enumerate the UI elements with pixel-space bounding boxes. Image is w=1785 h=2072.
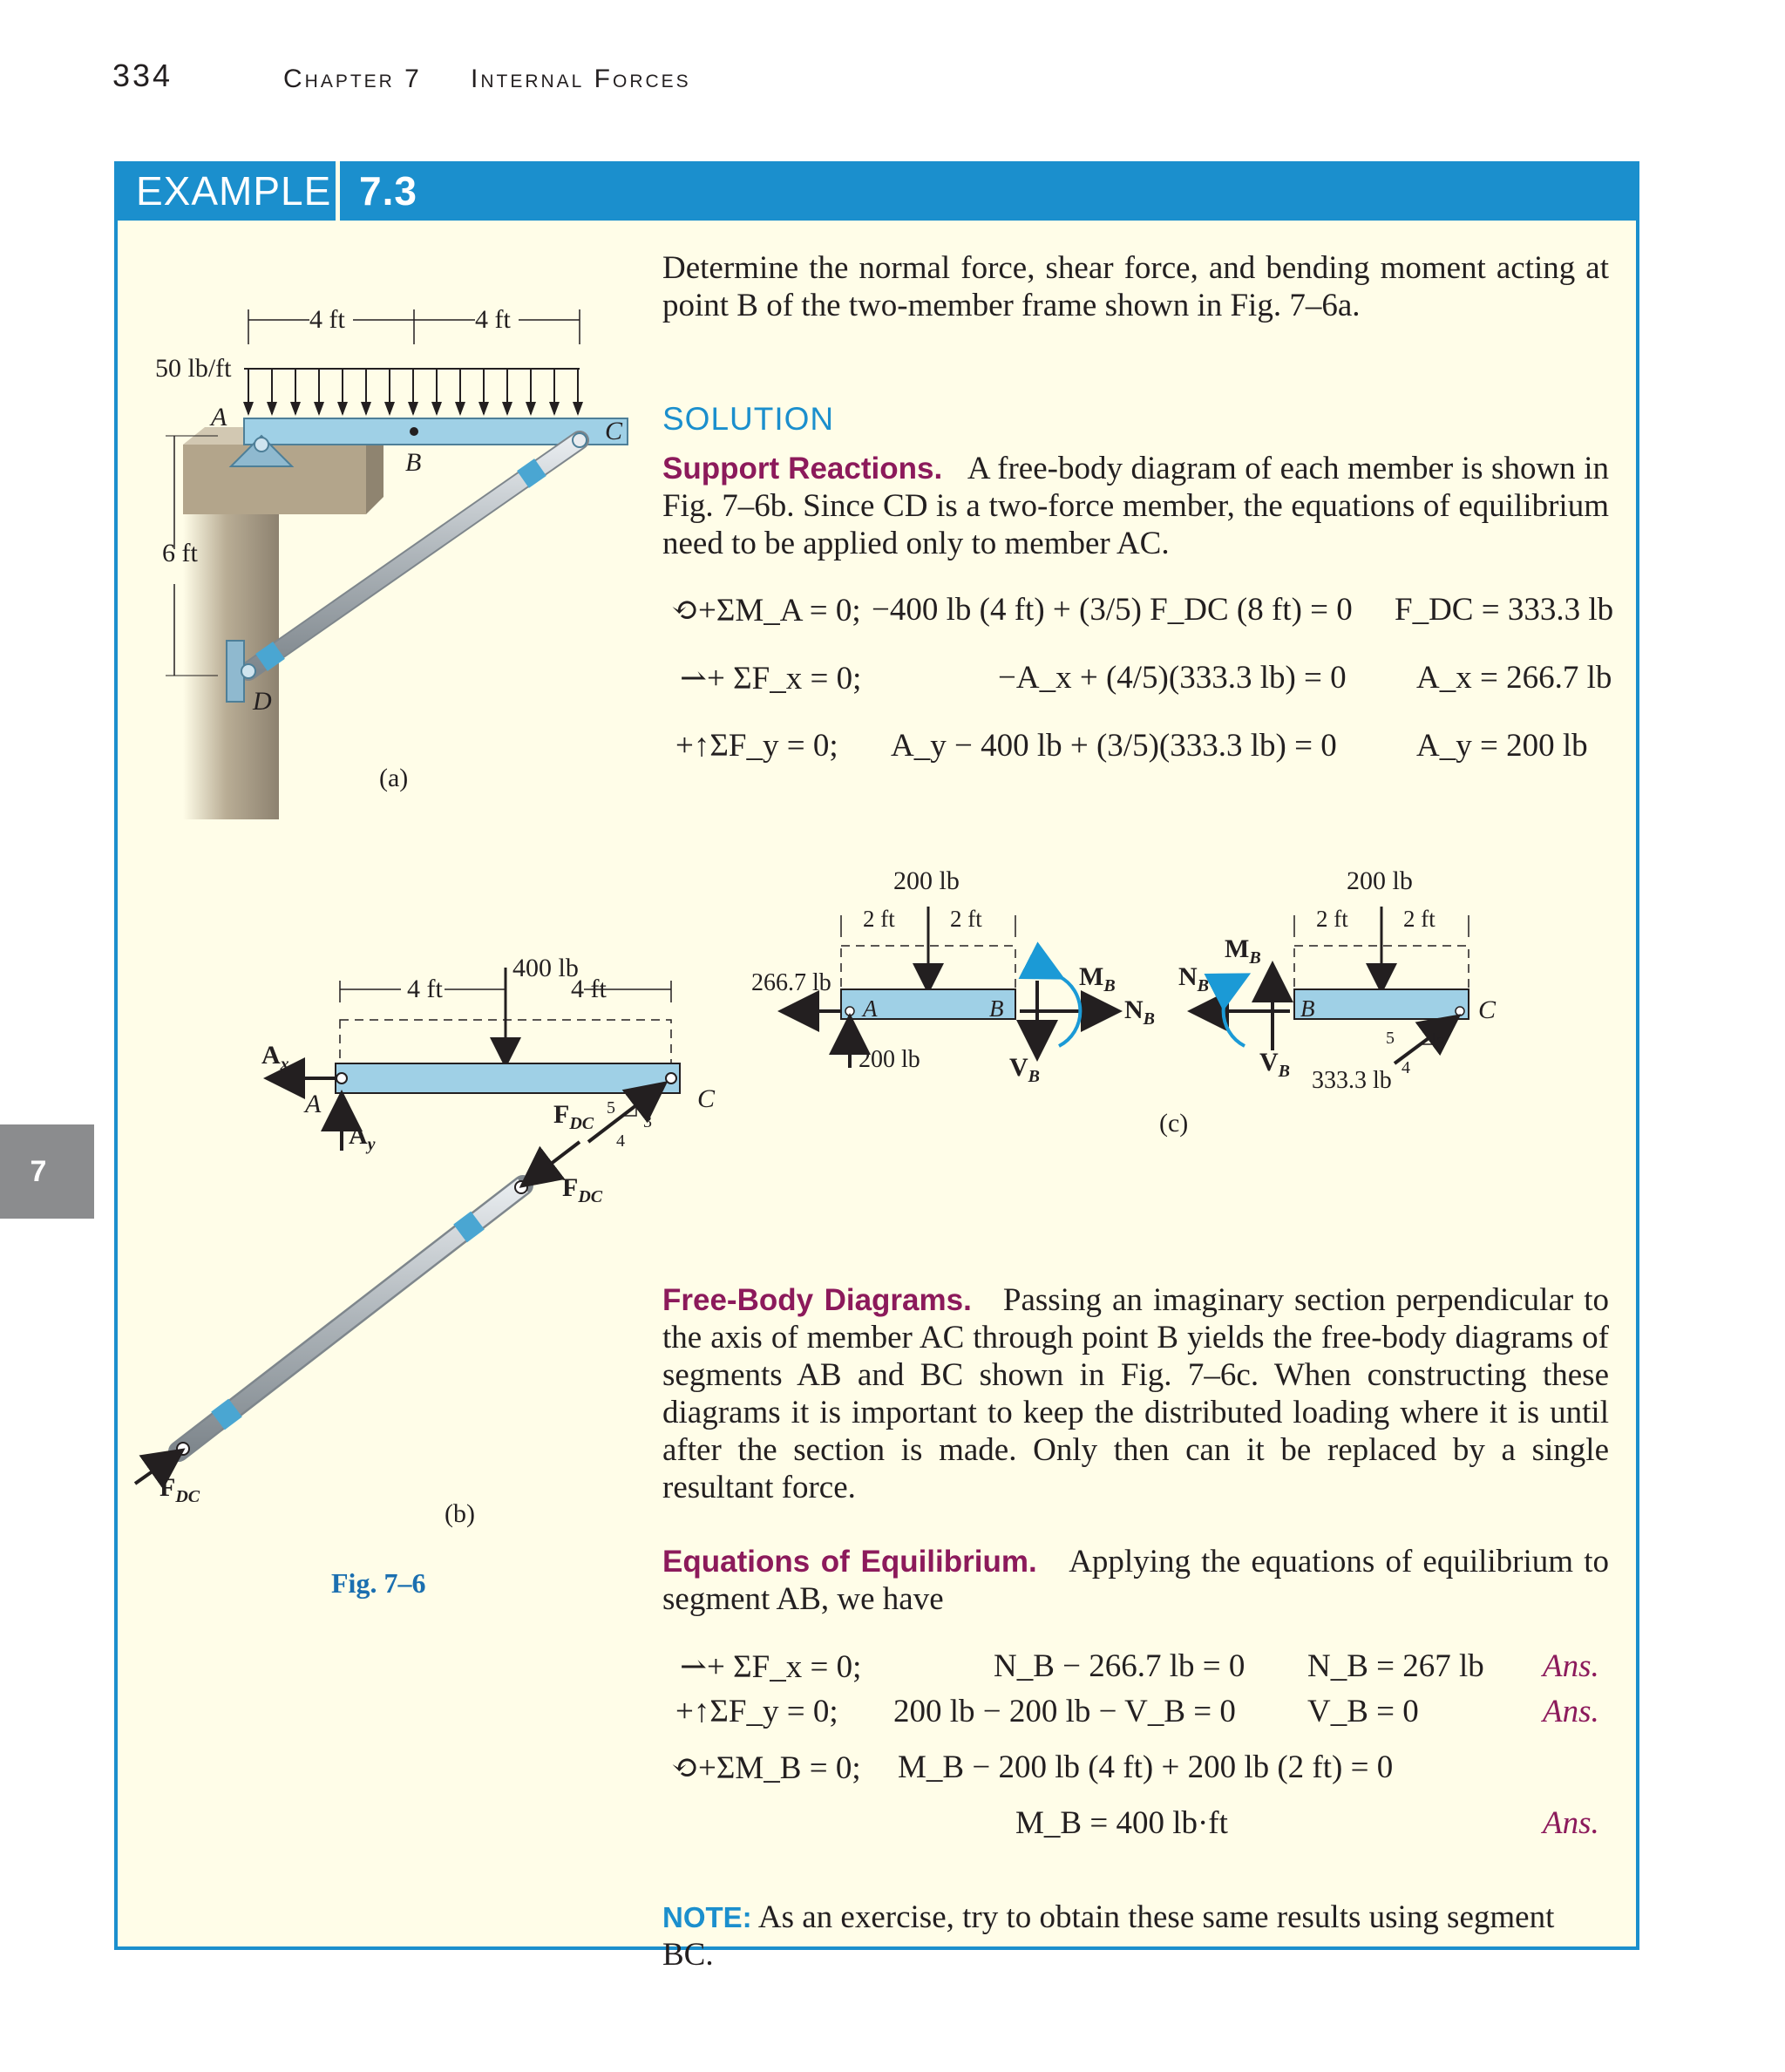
- fig-c-mb-left: $M_B$: [1079, 962, 1116, 995]
- result-eq-3-lhs: ⟲+ΣM_B = 0;: [671, 1750, 861, 1786]
- fig-b-tri-3: 3: [643, 1112, 652, 1131]
- solution-title: SOLUTION: [662, 401, 835, 437]
- fig-b-beam: [336, 1063, 680, 1093]
- fig-b-rod: [177, 1181, 527, 1455]
- fig-b-force: 400 lb: [512, 954, 579, 982]
- fig-c-vb-right: $V_B$: [1259, 1048, 1291, 1081]
- fbd-heading: Free-Body Diagrams.: [662, 1283, 972, 1317]
- result-eq-1-rhs: N_B = 267 lb: [1307, 1648, 1484, 1684]
- fig-b-point-c: C: [697, 1084, 716, 1113]
- fig-c-right-dim-2: 2 ft: [1403, 906, 1435, 932]
- fig-c-tri-5: 5: [1386, 1029, 1395, 1048]
- result-eq-4-ans: Ans.: [1543, 1805, 1599, 1841]
- fig-c-nb-left: $N_B$: [1124, 995, 1156, 1029]
- distributed-load: [244, 369, 580, 414]
- fig-b-tri-4: 4: [616, 1131, 625, 1151]
- chapter-title: Internal Forces: [471, 65, 691, 93]
- support-eq-3-mid: A_y − 400 lb + (3/5)(333.3 lb) = 0: [891, 728, 1337, 764]
- fig-a-point-c: C: [605, 417, 623, 445]
- fig-c-mb-right: $M_B$: [1225, 934, 1261, 968]
- fbd-paragraph: [662, 1281, 1609, 1506]
- result-eq-1-lhs: ⇀+ ΣF_x = 0;: [680, 1649, 862, 1685]
- fbd-text: Passing an imaginary section perpendicular to the axis of member AC through point B yields the free-body diagrams of segments AB and BC shown in Fig. 7–6c. When constructing these diagrams it is important to keep the distributed loading where it is until after the section is made. Only then can it be replaced by a single resultant force.: [662, 1282, 1609, 1505]
- fig-c-point-a: A: [863, 995, 878, 1022]
- fig-b-fdc-label-beam: $F_{DC}$: [553, 1100, 594, 1133]
- support-eq-1-lhs: ⟲+ΣM_A = 0;: [671, 593, 861, 628]
- example-divider: [336, 161, 340, 221]
- equilibrium-text: Applying the equations of equilibrium to segment AB, we have: [662, 1544, 1610, 1617]
- fig-c-nb-right: $N_B$: [1178, 962, 1210, 995]
- support-reactions-paragraph: [662, 450, 1609, 562]
- chapter-side-tab-number: 7: [30, 1155, 47, 1188]
- chapter-label: Chapter 7: [283, 65, 422, 93]
- example-header-bar: [114, 161, 1639, 221]
- problem-statement: Determine the normal force, shear force, and bending moment acting at point B of the two-member frame shown in Fig. 7–6a.: [662, 250, 1609, 323]
- fig-c-point-b: B: [989, 995, 1004, 1022]
- support-reactions-text: A free-body diagram of each member is shown in Fig. 7–6b. Since CD is a two-force member, the equations of equilibrium need to be applied only to member AC.: [662, 451, 1610, 561]
- fig-a-point-d: D: [253, 687, 272, 716]
- fig-c-right-fdc: 333.3 lb: [1312, 1067, 1392, 1094]
- result-eq-4-mid: M_B = 400 lb·ft: [1015, 1805, 1228, 1841]
- fig-a-load: 50 lb/ft: [155, 354, 232, 383]
- fig-b-fdc-label-bottom: $F_{DC}$: [159, 1473, 200, 1506]
- equilibrium-paragraph: [662, 1543, 1609, 1618]
- note-text: As an exercise, try to obtain these same results using segment BC.: [662, 1899, 1555, 1973]
- fig-c-left-ax: 266.7 lb: [751, 969, 831, 996]
- fig-a-height: 6 ft: [162, 539, 198, 567]
- support-eq-1-rhs: F_DC = 333.3 lb: [1395, 592, 1614, 628]
- fig-a-point-b: B: [405, 448, 422, 477]
- support-eq-2-mid: −A_x + (4/5)(333.3 lb) = 0: [998, 660, 1347, 696]
- support-eq-3-rhs: A_y = 200 lb: [1416, 728, 1588, 764]
- fig-b-ax-label: $A_x$: [261, 1041, 289, 1074]
- result-eq-2-ans: Ans.: [1543, 1694, 1599, 1729]
- fig-c-left-force: 200 lb: [893, 866, 960, 895]
- result-eq-1-ans: Ans.: [1543, 1648, 1599, 1684]
- fig-a-dim-right: 4 ft: [475, 305, 511, 334]
- support-eq-3-lhs: +↑ΣF_y = 0;: [675, 728, 838, 764]
- top-dimension: [248, 309, 580, 344]
- result-eq-2-rhs: V_B = 0: [1307, 1694, 1419, 1729]
- fig-c-left-ay: 200 lb: [859, 1046, 920, 1073]
- support-eq-2-lhs: ⇀+ ΣF_x = 0;: [680, 661, 862, 696]
- figure-caption: Fig. 7–6: [331, 1567, 426, 1599]
- example-label: EXAMPLE: [136, 168, 332, 214]
- fig-b-dim-right: 4 ft: [571, 975, 607, 1003]
- fig-b-ay-label: $A_y$: [349, 1121, 376, 1154]
- fig-a-label: (a): [379, 764, 409, 792]
- fig-c-right-force: 200 lb: [1347, 866, 1413, 895]
- fig-c-left-dim-1: 2 ft: [863, 906, 895, 932]
- fig-c-right-dim-1: 2 ft: [1316, 906, 1348, 932]
- page-number: 334: [112, 58, 173, 93]
- result-eq-3-mid: M_B − 200 lb (4 ft) + 200 lb (2 ft) = 0: [898, 1749, 1394, 1785]
- fig-c-point-c: C: [1478, 995, 1497, 1024]
- result-eq-2-lhs: +↑ΣF_y = 0;: [675, 1694, 838, 1729]
- fig-c-tri-4: 4: [1402, 1058, 1410, 1077]
- fig-c-tri-3: 3: [1436, 1034, 1445, 1053]
- fig-a-dim-left: 4 ft: [309, 305, 345, 334]
- figure-b: [122, 950, 732, 1517]
- fig-c-left-dim-2: 2 ft: [950, 906, 982, 932]
- support-reactions-heading: Support Reactions.: [662, 452, 943, 486]
- fig-b-point-a: A: [305, 1090, 322, 1118]
- example-number: 7.3: [359, 168, 417, 214]
- support-eq-1-mid: −400 lb (4 ft) + (3/5) F_DC (8 ft) = 0: [872, 592, 1353, 628]
- note-label: NOTE:: [662, 1901, 752, 1933]
- fig-b-label: (b): [445, 1499, 475, 1528]
- fig-c-label: (c): [1159, 1109, 1189, 1138]
- fig-b-dim-left: 4 ft: [407, 975, 443, 1003]
- result-eq-1-mid: N_B − 266.7 lb = 0: [994, 1648, 1245, 1684]
- result-eq-2-mid: 200 lb − 200 lb − V_B = 0: [893, 1694, 1236, 1729]
- equilibrium-heading: Equations of Equilibrium.: [662, 1545, 1037, 1579]
- note-line: [662, 1899, 1612, 1973]
- fig-c-point-b2: B: [1300, 995, 1315, 1022]
- fig-b-fdc-label-rod: $F_{DC}$: [562, 1173, 603, 1206]
- fig-c-vb-left: $V_B$: [1009, 1053, 1041, 1086]
- wall-support: [183, 427, 383, 819]
- fig-a-point-a: A: [211, 403, 227, 431]
- support-eq-2-rhs: A_x = 266.7 lb: [1416, 660, 1612, 696]
- fig-b-tri-5: 5: [607, 1098, 615, 1118]
